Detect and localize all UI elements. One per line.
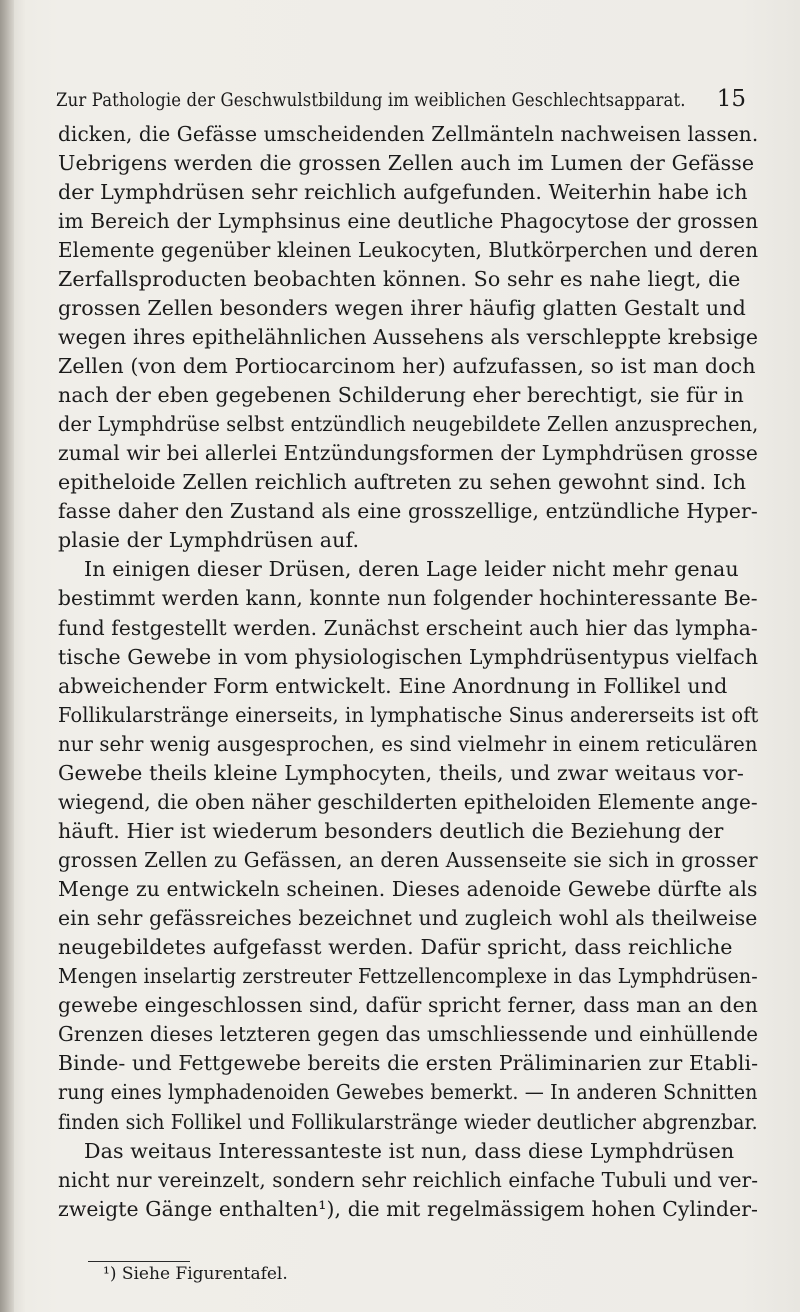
text-line: der Lymphdrüse selbst entzündlich neugebildete Zellen anzusprechen, xyxy=(58,412,759,436)
text-line: abweichender Form entwickelt. Eine Anordnung in Follikel und xyxy=(58,674,728,698)
text-line: zweigte Gänge enthalten¹), die mit regelmässigem hohen Cylinder- xyxy=(58,1197,759,1221)
text-line: im Bereich der Lymphsinus eine deutliche Phagocytose der grossen xyxy=(58,209,759,233)
text-line: Elemente gegenüber kleinen Leukocyten, Blutkörperchen und deren xyxy=(58,238,759,262)
text-line: finden sich Follikel und Follikularstränge wieder deutlicher abgrenzbar. xyxy=(58,1110,758,1134)
text-line: Uebrigens werden die grossen Zellen auch im Lumen der Gefässe xyxy=(58,151,755,175)
text-line: Zellen (von dem Portiocarcinom her) aufzufassen, so ist man doch xyxy=(58,354,756,378)
page-gutter-shadow xyxy=(0,0,14,1312)
text-line: dicken, die Gefässe umscheidenden Zellmänteln nachweisen lassen. xyxy=(58,122,759,146)
text-line: wegen ihres epithelähnlichen Aussehens als verschleppte krebsige xyxy=(58,325,759,349)
text-line: wiegend, die oben näher geschilderten epitheloiden Elemente ange- xyxy=(58,790,758,814)
text-line: grossen Zellen besonders wegen ihrer häufig glatten Gestalt und xyxy=(58,296,746,320)
text-line: Menge zu entwickeln scheinen. Dieses adenoide Gewebe dürfte als xyxy=(58,877,758,901)
text-line: neugebildetes aufgefasst werden. Dafür spricht, dass reichliche xyxy=(58,935,733,959)
text-line: häuft. Hier ist wiederum besonders deutlich die Beziehung der xyxy=(58,819,724,843)
page-number: 15 xyxy=(716,86,746,112)
text-line: grossen Zellen zu Gefässen, an deren Aussenseite sie sich in grosser xyxy=(58,848,758,872)
text-line: nach der eben gegebenen Schilderung eher berechtigt, sie für in xyxy=(58,383,744,407)
running-head-title: Zur Pathologie der Geschwulstbildung im weiblichen Geschlechtsapparat. xyxy=(56,90,686,111)
text-line: rung eines lymphadenoiden Gewebes bemerkt. — In anderen Schnitten xyxy=(58,1080,758,1104)
text-line: Mengen inselartig zerstreuter Fettzellencomplexe in das Lymphdrüsen- xyxy=(58,964,758,988)
text-line: gewebe eingeschlossen sind, dafür spricht ferner, dass man an den xyxy=(58,993,758,1017)
footnote-rule xyxy=(88,1261,190,1262)
footnote: ¹) Siehe Figurentafel. xyxy=(103,1264,288,1284)
text-line: fasse daher den Zustand als eine grosszellige, entzündliche Hyper- xyxy=(58,499,758,523)
text-line: Das weitaus Interessanteste ist nun, dass diese Lymphdrüsen xyxy=(84,1139,735,1163)
text-line: fund festgestellt werden. Zunächst erscheint auch hier das lympha- xyxy=(58,616,758,640)
text-line: Follikularstränge einerseits, in lymphatische Sinus andererseits ist oft xyxy=(58,703,759,727)
text-line: der Lymphdrüsen sehr reichlich aufgefunden. Weiterhin habe ich xyxy=(58,180,748,204)
text-line: Grenzen dieses letzteren gegen das umschliessende und einhüllende xyxy=(58,1022,759,1046)
text-line: bestimmt werden kann, konnte nun folgender hochinteressante Be- xyxy=(58,586,758,610)
text-line: ein sehr gefässreiches bezeichnet und zugleich wohl als theilweise xyxy=(58,906,758,930)
text-line: epitheloide Zellen reichlich auftreten zu sehen gewohnt sind. Ich xyxy=(58,470,747,494)
text-line: Gewebe theils kleine Lymphocyten, theils, und zwar weitaus vor- xyxy=(58,761,744,785)
text-line: Zerfallsproducten beobachten können. So sehr es nahe liegt, die xyxy=(58,267,741,291)
text-line: nicht nur vereinzelt, sondern sehr reichlich einfache Tubuli und ver- xyxy=(58,1168,759,1192)
text-line: plasie der Lymphdrüsen auf. xyxy=(58,528,360,552)
text-line: tische Gewebe in vom physiologischen Lymphdrüsentypus vielfach xyxy=(58,645,759,669)
text-line: Binde- und Fettgewebe bereits die ersten Präliminarien zur Etabli- xyxy=(58,1051,759,1075)
running-head xyxy=(56,86,776,116)
text-line: zumal wir bei allerlei Entzündungsformen der Lymphdrüsen grosse xyxy=(58,441,758,465)
text-line: nur sehr wenig ausgesprochen, es sind vielmehr in einem reticulären xyxy=(58,732,758,756)
text-line: In einigen dieser Drüsen, deren Lage leider nicht mehr genau xyxy=(84,557,739,581)
